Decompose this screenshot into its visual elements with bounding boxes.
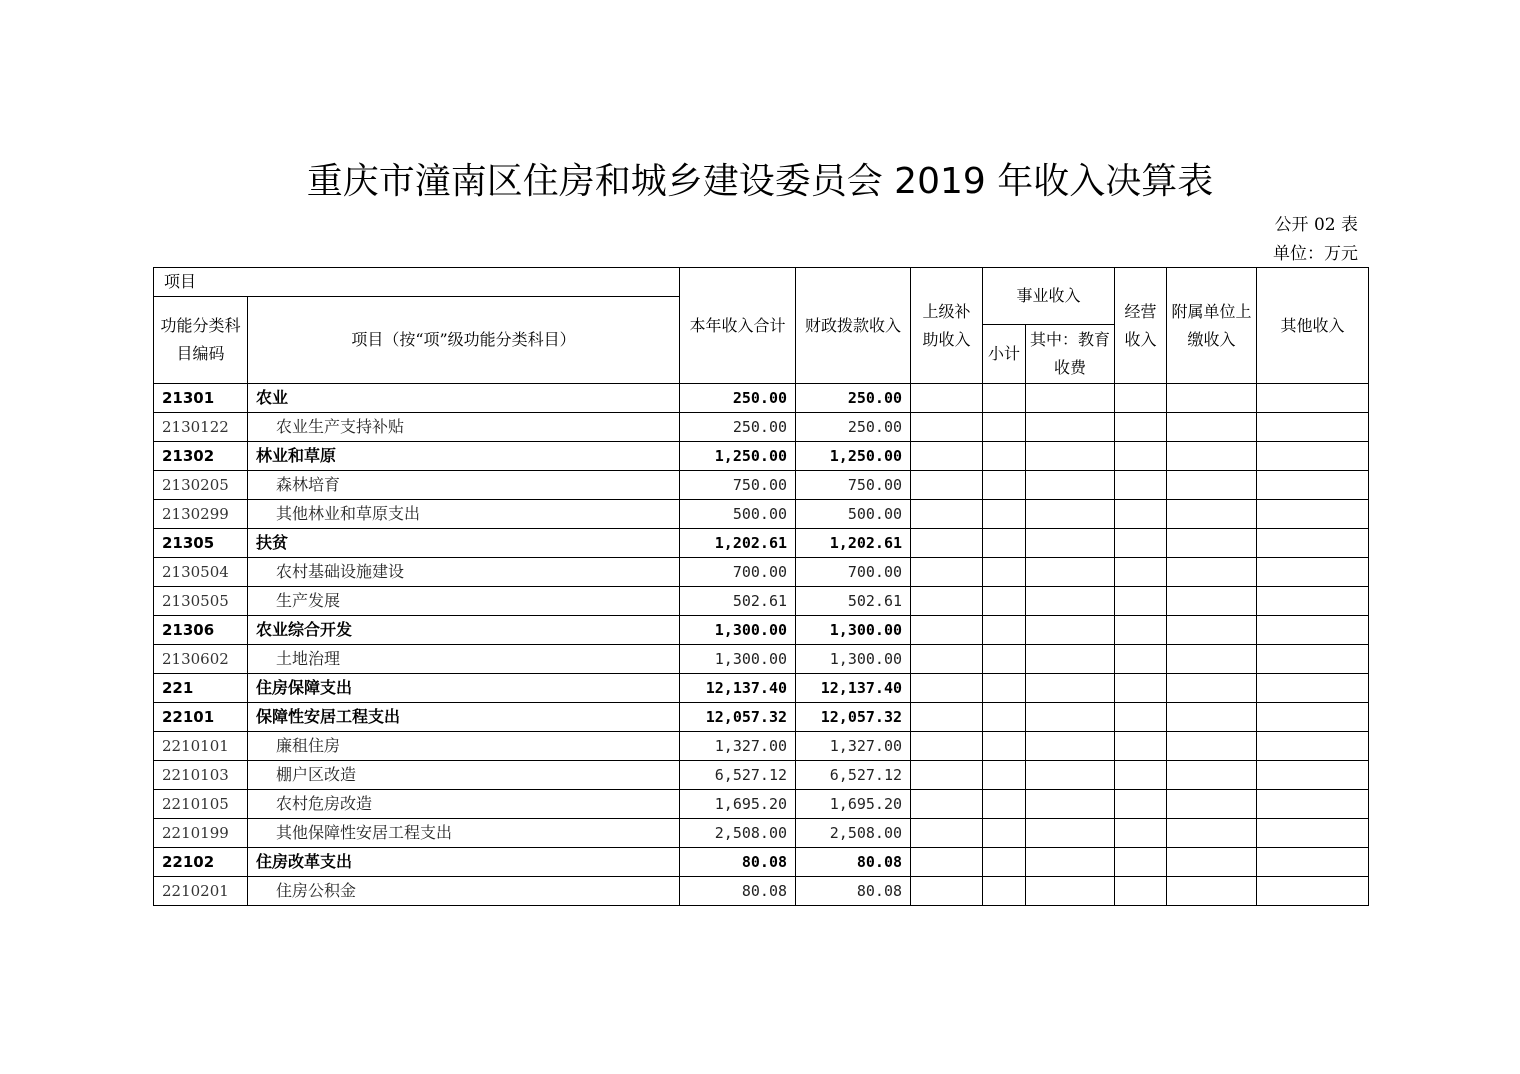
row-name: 住房公积金 bbox=[248, 877, 680, 906]
row-fiscal: 250.00 bbox=[796, 384, 911, 413]
row-education-fee bbox=[1026, 558, 1115, 587]
table-row bbox=[154, 558, 1369, 587]
row-total: 502.61 bbox=[680, 587, 796, 616]
row-other bbox=[1257, 877, 1369, 906]
row-education-fee bbox=[1026, 471, 1115, 500]
row-total: 1,300.00 bbox=[680, 645, 796, 674]
row-other bbox=[1257, 500, 1369, 529]
row-fiscal: 1,300.00 bbox=[796, 616, 911, 645]
table-row bbox=[154, 848, 1369, 877]
row-name: 其他林业和草原支出 bbox=[248, 500, 680, 529]
row-name: 农业综合开发 bbox=[248, 616, 680, 645]
row-affiliated bbox=[1167, 819, 1257, 848]
row-operating bbox=[1115, 674, 1167, 703]
page-title: 重庆市潼南区住房和城乡建设委员会 2019 年收入决算表 bbox=[306, 161, 1214, 202]
row-total: 250.00 bbox=[680, 413, 796, 442]
row-affiliated bbox=[1167, 471, 1257, 500]
row-operating bbox=[1115, 413, 1167, 442]
table-row bbox=[154, 529, 1369, 558]
row-other bbox=[1257, 790, 1369, 819]
row-other bbox=[1257, 413, 1369, 442]
row-total: 12,057.32 bbox=[680, 703, 796, 732]
row-education-fee bbox=[1026, 413, 1115, 442]
row-superior bbox=[911, 471, 983, 500]
row-total: 6,527.12 bbox=[680, 761, 796, 790]
row-operating bbox=[1115, 848, 1167, 877]
row-education-fee bbox=[1026, 848, 1115, 877]
row-total: 80.08 bbox=[680, 877, 796, 906]
row-other bbox=[1257, 587, 1369, 616]
row-code: 21306 bbox=[154, 616, 248, 645]
row-affiliated bbox=[1167, 877, 1257, 906]
row-superior bbox=[911, 384, 983, 413]
row-affiliated bbox=[1167, 790, 1257, 819]
row-affiliated bbox=[1167, 732, 1257, 761]
row-code: 22102 bbox=[154, 848, 248, 877]
row-superior bbox=[911, 587, 983, 616]
row-affiliated bbox=[1167, 442, 1257, 471]
table-body bbox=[154, 384, 1369, 906]
table-row bbox=[154, 703, 1369, 732]
row-superior bbox=[911, 848, 983, 877]
row-business-subtotal bbox=[983, 645, 1026, 674]
row-name: 土地治理 bbox=[248, 645, 680, 674]
row-business-subtotal bbox=[983, 471, 1026, 500]
row-total: 700.00 bbox=[680, 558, 796, 587]
row-operating bbox=[1115, 529, 1167, 558]
row-operating bbox=[1115, 558, 1167, 587]
row-name: 农业 bbox=[248, 384, 680, 413]
header-education: 其中：教育收费 bbox=[1026, 325, 1115, 384]
row-code: 2130122 bbox=[154, 413, 248, 442]
table-row bbox=[154, 587, 1369, 616]
row-code: 2210105 bbox=[154, 790, 248, 819]
row-other bbox=[1257, 674, 1369, 703]
row-name: 廉租住房 bbox=[248, 732, 680, 761]
row-fiscal: 1,695.20 bbox=[796, 790, 911, 819]
table-row bbox=[154, 877, 1369, 906]
row-business-subtotal bbox=[983, 413, 1026, 442]
row-business-subtotal bbox=[983, 732, 1026, 761]
row-business-subtotal bbox=[983, 500, 1026, 529]
income-table bbox=[153, 267, 1369, 906]
row-superior bbox=[911, 413, 983, 442]
row-business-subtotal bbox=[983, 674, 1026, 703]
row-education-fee bbox=[1026, 819, 1115, 848]
row-business-subtotal bbox=[983, 790, 1026, 819]
row-superior bbox=[911, 819, 983, 848]
row-name: 住房保障支出 bbox=[248, 674, 680, 703]
row-name: 农村危房改造 bbox=[248, 790, 680, 819]
header-fiscal: 财政拨款收入 bbox=[796, 268, 911, 384]
row-superior bbox=[911, 877, 983, 906]
row-superior bbox=[911, 674, 983, 703]
table-row bbox=[154, 384, 1369, 413]
row-education-fee bbox=[1026, 703, 1115, 732]
row-fiscal: 750.00 bbox=[796, 471, 911, 500]
row-total: 250.00 bbox=[680, 384, 796, 413]
row-code: 2210101 bbox=[154, 732, 248, 761]
row-name: 农业生产支持补贴 bbox=[248, 413, 680, 442]
row-education-fee bbox=[1026, 645, 1115, 674]
table-row bbox=[154, 645, 1369, 674]
row-operating bbox=[1115, 819, 1167, 848]
header-code: 功能分类科目编码 bbox=[154, 297, 248, 384]
row-affiliated bbox=[1167, 645, 1257, 674]
row-other bbox=[1257, 819, 1369, 848]
row-operating bbox=[1115, 703, 1167, 732]
row-code: 2130505 bbox=[154, 587, 248, 616]
row-superior bbox=[911, 703, 983, 732]
header-other: 其他收入 bbox=[1257, 268, 1369, 384]
row-total: 1,695.20 bbox=[680, 790, 796, 819]
row-business-subtotal bbox=[983, 558, 1026, 587]
row-business-subtotal bbox=[983, 819, 1026, 848]
table-row bbox=[154, 819, 1369, 848]
row-code: 21301 bbox=[154, 384, 248, 413]
form-number: 公开 02 表 bbox=[1274, 215, 1358, 235]
table-row bbox=[154, 500, 1369, 529]
row-code: 22101 bbox=[154, 703, 248, 732]
row-other bbox=[1257, 703, 1369, 732]
row-name: 生产发展 bbox=[248, 587, 680, 616]
row-operating bbox=[1115, 877, 1167, 906]
row-total: 500.00 bbox=[680, 500, 796, 529]
row-total: 2,508.00 bbox=[680, 819, 796, 848]
row-affiliated bbox=[1167, 674, 1257, 703]
row-operating bbox=[1115, 500, 1167, 529]
row-code: 2130205 bbox=[154, 471, 248, 500]
row-business-subtotal bbox=[983, 848, 1026, 877]
unit-label: 单位：万元 bbox=[1273, 244, 1358, 264]
row-business-subtotal bbox=[983, 616, 1026, 645]
row-other bbox=[1257, 761, 1369, 790]
row-business-subtotal bbox=[983, 529, 1026, 558]
row-name: 棚户区改造 bbox=[248, 761, 680, 790]
row-superior bbox=[911, 558, 983, 587]
table-row bbox=[154, 471, 1369, 500]
row-name: 农村基础设施建设 bbox=[248, 558, 680, 587]
row-operating bbox=[1115, 616, 1167, 645]
row-total: 1,250.00 bbox=[680, 442, 796, 471]
row-affiliated bbox=[1167, 761, 1257, 790]
table-row bbox=[154, 674, 1369, 703]
row-code: 2130504 bbox=[154, 558, 248, 587]
row-code: 21305 bbox=[154, 529, 248, 558]
table-row bbox=[154, 413, 1369, 442]
row-fiscal: 250.00 bbox=[796, 413, 911, 442]
row-other bbox=[1257, 384, 1369, 413]
row-superior bbox=[911, 529, 983, 558]
header-operating: 经营收入 bbox=[1115, 268, 1167, 384]
header-project-name: 项目（按“项”级功能分类科目） bbox=[248, 297, 680, 384]
header-superior: 上级补助收入 bbox=[911, 268, 983, 384]
row-affiliated bbox=[1167, 703, 1257, 732]
row-superior bbox=[911, 790, 983, 819]
row-fiscal: 502.61 bbox=[796, 587, 911, 616]
row-business-subtotal bbox=[983, 587, 1026, 616]
row-total: 1,300.00 bbox=[680, 616, 796, 645]
row-code: 21302 bbox=[154, 442, 248, 471]
table-row bbox=[154, 442, 1369, 471]
row-business-subtotal bbox=[983, 761, 1026, 790]
row-code: 2210103 bbox=[154, 761, 248, 790]
row-fiscal: 500.00 bbox=[796, 500, 911, 529]
row-name: 其他保障性安居工程支出 bbox=[248, 819, 680, 848]
row-code: 221 bbox=[154, 674, 248, 703]
row-fiscal: 80.08 bbox=[796, 848, 911, 877]
row-fiscal: 12,137.40 bbox=[796, 674, 911, 703]
table-row bbox=[154, 616, 1369, 645]
row-superior bbox=[911, 616, 983, 645]
row-total: 80.08 bbox=[680, 848, 796, 877]
row-affiliated bbox=[1167, 848, 1257, 877]
row-operating bbox=[1115, 732, 1167, 761]
row-education-fee bbox=[1026, 529, 1115, 558]
row-education-fee bbox=[1026, 761, 1115, 790]
table-header bbox=[154, 268, 1369, 384]
row-superior bbox=[911, 442, 983, 471]
header-total: 本年收入合计 bbox=[680, 268, 796, 384]
row-superior bbox=[911, 761, 983, 790]
row-affiliated bbox=[1167, 587, 1257, 616]
row-fiscal: 80.08 bbox=[796, 877, 911, 906]
row-fiscal: 1,327.00 bbox=[796, 732, 911, 761]
row-name: 森林培育 bbox=[248, 471, 680, 500]
row-superior bbox=[911, 645, 983, 674]
row-business-subtotal bbox=[983, 384, 1026, 413]
row-name: 保障性安居工程支出 bbox=[248, 703, 680, 732]
row-name: 扶贫 bbox=[248, 529, 680, 558]
row-operating bbox=[1115, 384, 1167, 413]
row-other bbox=[1257, 645, 1369, 674]
row-affiliated bbox=[1167, 616, 1257, 645]
header-project: 项目 bbox=[154, 268, 680, 297]
header-affiliated: 附属单位上缴收入 bbox=[1167, 268, 1257, 384]
row-education-fee bbox=[1026, 674, 1115, 703]
row-code: 2130299 bbox=[154, 500, 248, 529]
row-other bbox=[1257, 616, 1369, 645]
row-superior bbox=[911, 732, 983, 761]
row-code: 2210201 bbox=[154, 877, 248, 906]
row-total: 1,202.61 bbox=[680, 529, 796, 558]
row-fiscal: 700.00 bbox=[796, 558, 911, 587]
row-affiliated bbox=[1167, 413, 1257, 442]
row-fiscal: 1,202.61 bbox=[796, 529, 911, 558]
header-business: 事业收入 bbox=[983, 268, 1115, 325]
table-row bbox=[154, 790, 1369, 819]
row-code: 2210199 bbox=[154, 819, 248, 848]
row-fiscal: 6,527.12 bbox=[796, 761, 911, 790]
row-other bbox=[1257, 848, 1369, 877]
row-total: 1,327.00 bbox=[680, 732, 796, 761]
row-fiscal: 12,057.32 bbox=[796, 703, 911, 732]
row-other bbox=[1257, 442, 1369, 471]
row-education-fee bbox=[1026, 877, 1115, 906]
row-education-fee bbox=[1026, 790, 1115, 819]
row-superior bbox=[911, 500, 983, 529]
table-row bbox=[154, 761, 1369, 790]
row-fiscal: 1,250.00 bbox=[796, 442, 911, 471]
row-other bbox=[1257, 732, 1369, 761]
row-education-fee bbox=[1026, 500, 1115, 529]
row-business-subtotal bbox=[983, 703, 1026, 732]
row-business-subtotal bbox=[983, 877, 1026, 906]
header-subtotal: 小计 bbox=[983, 325, 1026, 384]
row-other bbox=[1257, 471, 1369, 500]
row-fiscal: 2,508.00 bbox=[796, 819, 911, 848]
row-code: 2130602 bbox=[154, 645, 248, 674]
row-other bbox=[1257, 529, 1369, 558]
row-other bbox=[1257, 558, 1369, 587]
row-operating bbox=[1115, 587, 1167, 616]
row-education-fee bbox=[1026, 587, 1115, 616]
row-operating bbox=[1115, 761, 1167, 790]
row-name: 林业和草原 bbox=[248, 442, 680, 471]
row-affiliated bbox=[1167, 384, 1257, 413]
row-operating bbox=[1115, 645, 1167, 674]
row-education-fee bbox=[1026, 442, 1115, 471]
row-affiliated bbox=[1167, 558, 1257, 587]
row-business-subtotal bbox=[983, 442, 1026, 471]
row-fiscal: 1,300.00 bbox=[796, 645, 911, 674]
row-education-fee bbox=[1026, 384, 1115, 413]
row-total: 12,137.40 bbox=[680, 674, 796, 703]
table-row bbox=[154, 732, 1369, 761]
row-affiliated bbox=[1167, 529, 1257, 558]
row-operating bbox=[1115, 790, 1167, 819]
row-education-fee bbox=[1026, 616, 1115, 645]
row-affiliated bbox=[1167, 500, 1257, 529]
row-operating bbox=[1115, 442, 1167, 471]
row-operating bbox=[1115, 471, 1167, 500]
row-total: 750.00 bbox=[680, 471, 796, 500]
row-education-fee bbox=[1026, 732, 1115, 761]
row-name: 住房改革支出 bbox=[248, 848, 680, 877]
